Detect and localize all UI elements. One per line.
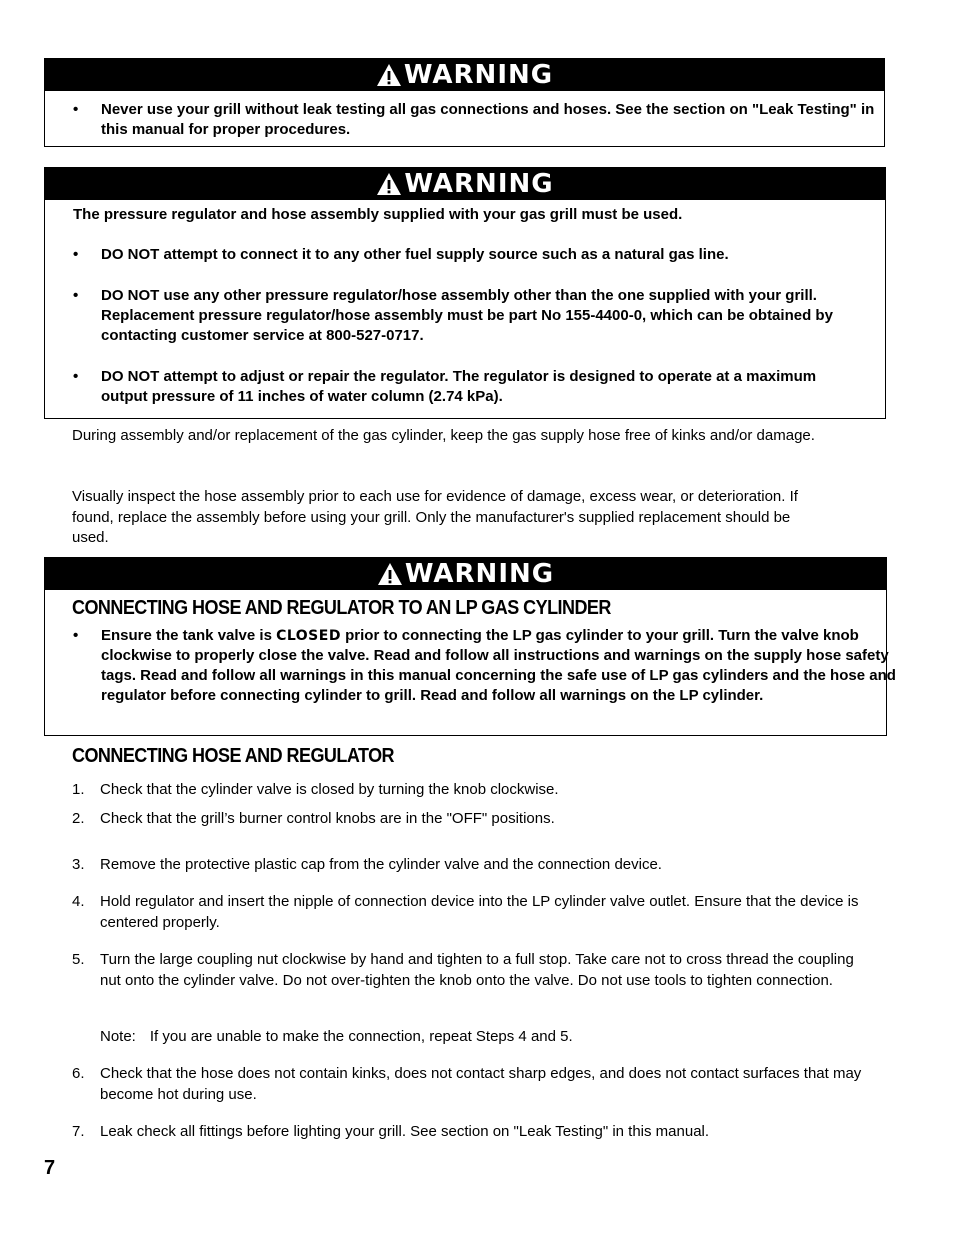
warning3-bullet: • Ensure the tank valve is CLOSED prior to connecting the LP gas cylinder to your grill. Turn the valve knob clockwise to properly close the valve. Read and follow all instructions and warnings on the supply hose safety tags. Read and follow all warnings in this manual concerning the safe use of LP gas cylinders and the hose and regulator before connecting cylinder to grill. Read and follow all warnings on the LP cylinder. (73, 627, 896, 704)
section-heading: CONNECTING HOSE AND REGULATOR (72, 745, 395, 767)
body-paragraph-1: During assembly and/or replacement of the gas cylinder, keep the gas supply hose free of kinks and/or damage. (72, 427, 815, 444)
warning-box-1 (44, 58, 885, 147)
step-1: 1. Check that the cylinder valve is closed by turning the knob clockwise. (72, 781, 559, 798)
warning1-bullet: • Never use your grill without leak testing all gas connections and hoses. See the section on "Leak Testing" in this manual for proper procedures. (73, 101, 875, 138)
body-paragraph-2: Visually inspect the hose assembly prior to each use for evidence of damage, excess wear, or deterioration. If found, replace the assembly before using your grill. Only the manufacturer's supplied replacement should be used. (72, 488, 798, 546)
warning-box-3 (44, 557, 896, 736)
step-5: 5. Turn the large coupling nut clockwise by hand and tighten to a full stop. Take care not to cross thread the coupling nut onto the cylinder valve. Do not over-tighten the knob onto the valve. Do not use tools to tighten connection. (72, 951, 854, 989)
note-text: If you are unable to make the connection, repeat Steps 4 and 5. (149, 1028, 573, 1045)
warning-box-2 (44, 167, 886, 419)
warning-banner (45, 168, 885, 200)
warning3-heading: CONNECTING HOSE AND REGULATOR TO AN LP GAS CYLINDER (72, 597, 611, 619)
step-6: 6. Check that the hose does not contain kinks, does not contact sharp edges, and does not contact surfaces that may become hot during use. (72, 1065, 862, 1103)
step-2: 2. Check that the grill’s burner control knobs are in the "OFF" positions. (72, 810, 555, 827)
warning-triangle-icon (376, 172, 402, 196)
warning-triangle-icon (376, 63, 402, 87)
warning-banner (45, 558, 886, 590)
step-4: 4. Hold regulator and insert the nipple of connection device into the LP cylinder valve outlet. Ensure that the device is centered properly. (72, 893, 859, 931)
page-number: 7 (44, 1157, 56, 1179)
warning2-bullet-2: • DO NOT use any other pressure regulator/hose assembly other than the one supplied with your grill. Replacement pressure regulator/hose assembly must be part No 155-4400-0, which can be obtained by contacting customer service at 800-527-0717. (73, 287, 833, 344)
closed-emphasis: CLOSED (276, 628, 341, 644)
warning-label: WARNING (404, 169, 554, 199)
step-7: 7. Leak check all fittings before lighting your grill. See section on "Leak Testing" in this manual. (72, 1123, 710, 1140)
warning2-bullet-3: • DO NOT attempt to adjust or repair the regulator. The regulator is designed to operate at a maximum output pressure of 11 inches of water column (2.74 kPa). (73, 368, 817, 405)
warning2-intro: The pressure regulator and hose assembly supplied with your gas grill must be used. (73, 206, 683, 223)
warning-banner (45, 59, 884, 91)
warning-label: WARNING (404, 559, 555, 589)
note (72, 1027, 862, 1048)
warning-label: WARNING (403, 60, 554, 90)
warning2-bullet-1: • DO NOT attempt to connect it to any other fuel supply source such as a natural gas line. (73, 246, 729, 263)
note-label: Note: (100, 1028, 136, 1045)
warning-triangle-icon (377, 562, 403, 586)
step-3: 3. Remove the protective plastic cap from the cylinder valve and the connection device. (72, 856, 662, 873)
